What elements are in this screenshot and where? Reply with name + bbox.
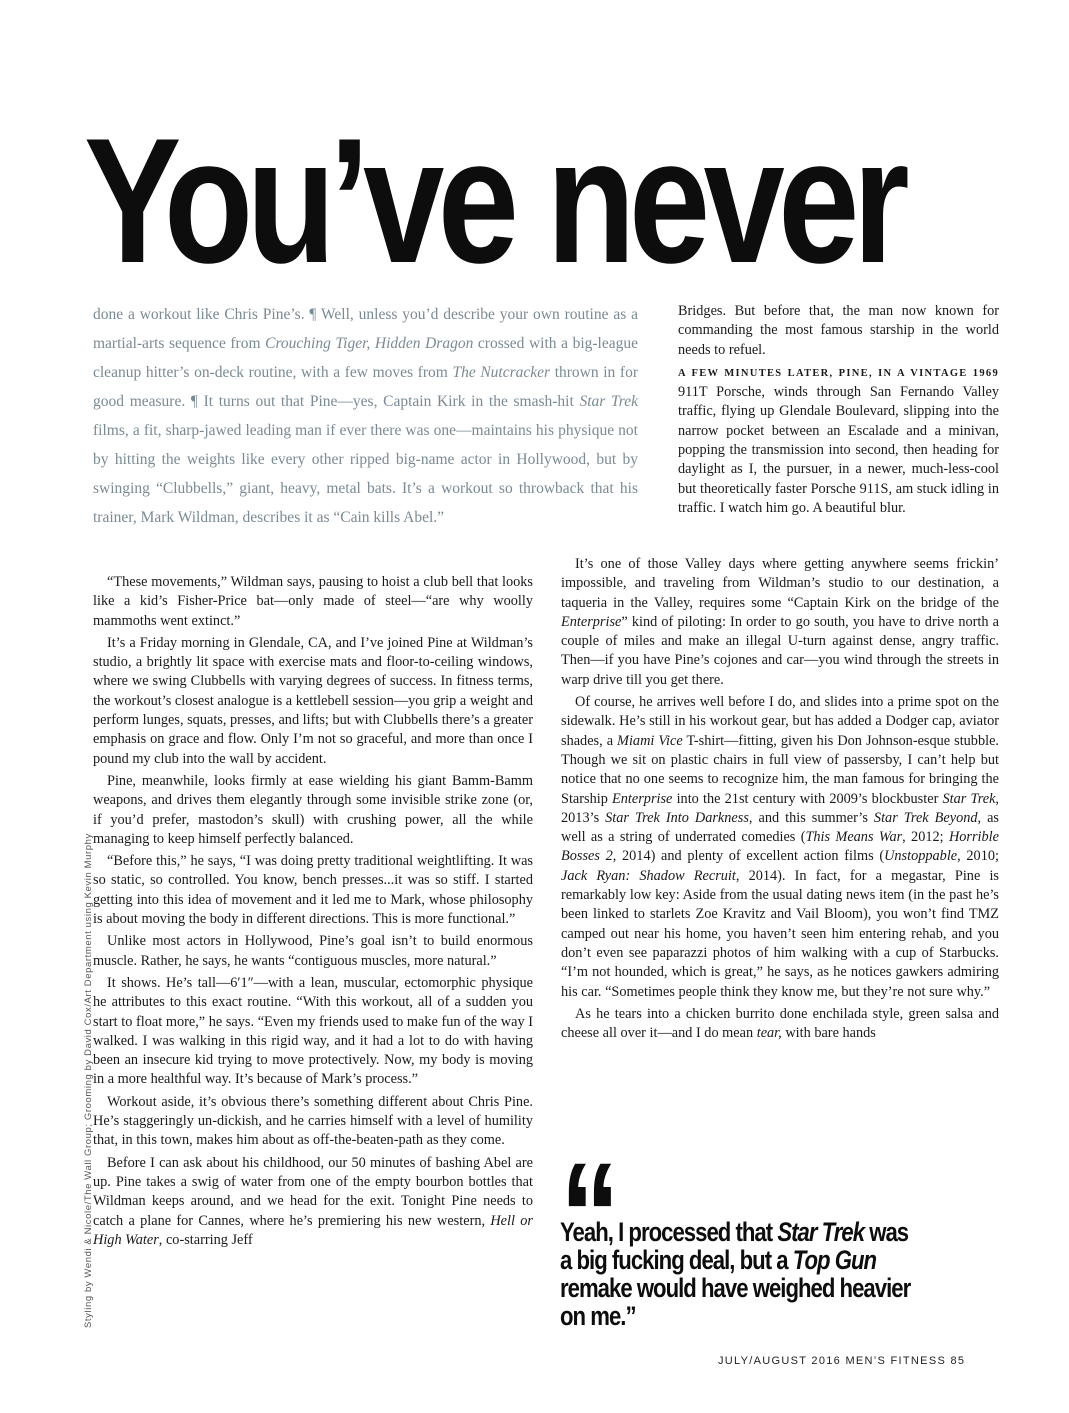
text-run: Unlike most actors in Hollywood, Pine’s goal isn’t to build enormous muscle. Rather, he says, he wants “contiguous muscles, more natural.” <box>93 933 533 969</box>
text-run: , 2010; <box>957 848 999 865</box>
italic-text: Hell or High Water <box>93 1212 533 1248</box>
body-paragraph <box>93 573 533 631</box>
text-run: , and this summer’s <box>748 809 874 826</box>
text-run: remake would have weighed heavier on me.” <box>560 1273 911 1331</box>
text-run: “These movements,” Wildman says, pausing to hoist a club bell that looks like a kid’s Fisher-Price bat—only made of steel—“are why woolly mammoths went extinct.” <box>93 574 533 629</box>
text-run: It’s one of those Valley days where getting anywhere seems frickin’ impossible, and traveling from Wildman’s studio to our destination, a taqueria in the Valley, requires some “Captain Kirk on the bridge of the <box>561 556 999 611</box>
deck-paragraph <box>93 300 638 532</box>
text-run: Bridges. But before that, the man now known for commanding the most famous starship in the world needs to refuel. <box>678 303 999 358</box>
text-run: , co-starring Jeff <box>158 1231 253 1248</box>
italic-text: This Means War <box>805 829 903 846</box>
article-column-left <box>93 573 533 1253</box>
text-run: crossed with a big-league cleanup hitter’s on-deck routine, with a few moves from <box>93 335 638 381</box>
italic-text: The Nutcracker <box>452 364 551 381</box>
text-run: , 2013’s <box>561 790 999 826</box>
italic-text: tear, <box>756 1025 782 1042</box>
italic-text: Crouching Tiger, Hidden Dragon <box>265 335 474 352</box>
text-run: Of course, he arrives well before I do, and slides into a prime spot on the sidewalk. He’s still in his workout gear, but has added a Dodger cap, aviator shades, a <box>561 694 999 749</box>
article-column-right <box>561 555 999 1046</box>
body-paragraph <box>561 1005 999 1044</box>
text-run: films, a fit, sharp-jawed leading man if ever there was one—maintains his physique not by hitting the weights like every other ripped big-name actor in Hollywood, but by swinging “Clubbells,” giant, heavy, metal bats. It’s a workout so throwback that his trainer, Mark Wildman, describes it as “Cain kills Abel.” <box>93 422 638 526</box>
text-run: “Before this,” he says, “I was doing pretty traditional weightlifting. It was so static, so controlled. You know, bench presses...it was so stiff. I started getting into this idea of movement and it led me to Mark, whose philosophy is about moving the body in different directions. This is more functional.” <box>93 853 533 928</box>
text-run: Yeah, I processed that <box>560 1217 778 1247</box>
article-column-right-top <box>678 302 999 521</box>
text-run: , as well as a string of underrated comedies ( <box>561 809 999 846</box>
italic-text: Horrible Bosses 2 <box>561 829 999 865</box>
text-run: As he tears into a chicken burrito done enchilada style, green salsa and cheese all over it—and I do mean <box>561 1005 999 1042</box>
italic-text: Star Trek Beyond <box>873 809 978 826</box>
text-run: It shows. He’s tall—6′1″—with a lean, muscular, ectomorphic physique he attributes to this exact routine. “With this workout, all of a sudden you start to float more,” he says. “Even my friends used to make fun of the way I walked. I was walking in this rigid way, and it had a lot to do with having been an insecure kid trying to move protectively. Now, my body is moving in a more healthful way. It’s because of Mark’s process.” <box>93 974 533 1088</box>
text-run: 911T Porsche, winds through San Fernando Valley traffic, flying up Glendale Boulevard, slipping into the narrow pocket between an Escalade and a minivan, popping the transmission into second, then heading for daylight as I, the pursuer, in a newer, much-less-cool but theoretically faster Porsche 911S, am stuck idling in traffic. I watch him go. A beautiful blur. <box>678 384 999 516</box>
text-run: done a workout like Chris Pine’s. ¶ Well, unless you’d describe your own routine as a martial-arts sequence from <box>93 306 638 352</box>
text-run: Workout aside, it’s obvious there’s something different about Chris Pine. He’s staggeringly un-dickish, and he carries himself with a level of humility that, in this town, makes him about as off-the-beaten-path as they come. <box>93 1093 533 1149</box>
italic-text: Star Trek <box>942 790 996 807</box>
photo-credit: Styling by Wendi & Nicole/The Wall Group; Grooming by David Cox/Art Department using Kevin Murphy <box>83 833 94 1328</box>
body-paragraph <box>93 974 533 1090</box>
text-run: thrown in for good measure. ¶ It turns out that Pine—yes, Captain Kirk in the smash-hit <box>93 364 638 410</box>
text-run: was a big fucking deal, but a <box>560 1217 909 1275</box>
body-paragraph <box>678 363 999 518</box>
body-paragraph <box>93 772 533 849</box>
body-paragraph <box>93 1093 533 1151</box>
italic-text: Star Trek Into Darkness <box>605 809 749 826</box>
deck-intro <box>93 300 638 532</box>
body-paragraph <box>561 693 999 1002</box>
page-folio: JULY/AUGUST 2016 MEN’S FITNESS 85 <box>718 1355 966 1367</box>
text-run: , 2014) and plenty of excellent action films ( <box>612 848 885 865</box>
text-run: with bare hands <box>781 1025 876 1042</box>
body-paragraph <box>93 634 533 769</box>
italic-text: Star Trek <box>579 393 638 410</box>
text-run: , 2014). In fact, for a megastar, Pine is remarkably low key: Aside from the usual dating news item (in the past he’s been linked to starlets Zoe Kravitz and Vail Bloom), you won’t find TMZ camped out near his home, you haven’t seen him entering rehab, and you don’t even see paparazzi photos of him walking with a cup of Starbucks. “I’m not hounded, which is great,” he says, as he notices gawkers admiring his car. “Sometimes people think they know me, but they’re not sure why.” <box>561 867 999 1000</box>
headline: You’ve never <box>84 101 904 300</box>
text-run: , 2012; <box>902 829 949 846</box>
body-paragraph <box>561 555 999 690</box>
section-kicker: A FEW MINUTES LATER, PINE, IN A VINTAGE 1969 <box>678 367 999 379</box>
text-run: into the 21st century with 2009’s blockbuster <box>672 790 943 807</box>
italic-text: Top Gun <box>792 1245 877 1275</box>
body-paragraph <box>93 852 533 929</box>
pull-quote <box>560 1218 921 1330</box>
text-run: T-shirt—fitting, given his Don Johnson-esque stubble. Though we sit on plastic chairs in full view of passersby, I can’t help but notice that no one seems to recognize him, the man famous for bringing the Starship <box>561 732 999 807</box>
italic-text: Star Trek <box>777 1217 865 1247</box>
italic-text: Jack Ryan: Shadow Recruit <box>561 867 736 884</box>
italic-text: Enterprise <box>612 790 673 807</box>
quote-mark-icon: “ <box>560 1131 614 1299</box>
italic-text: Enterprise <box>561 613 622 630</box>
text-run: It’s a Friday morning in Glendale, CA, and I’ve joined Pine at Wildman’s studio, a brightly lit space with exercise mats and floor-to-ceiling windows, where we swing Clubbells with varying degrees of success. In fitness terms, the workout’s closest analogue is a kettlebell session—you grip a weight and perform lunges, squats, presses, and lifts; but with Clubbells there’s a greater emphasis on grace and flow. Only I’m not so graceful, and more than once I pound my club into the wall by accident. <box>93 634 533 767</box>
body-paragraph <box>678 302 999 360</box>
text-run: ” kind of piloting: In order to go south, you have to drive north a couple of miles and make an illegal U-turn against dense, angry traffic. Then—if you have Pine’s cojones and car—you wind through the streets in warp drive till you get there. <box>561 613 999 688</box>
body-paragraph <box>93 932 533 971</box>
italic-text: Unstoppable <box>884 848 958 865</box>
text-run: Before I can ask about his childhood, our 50 minutes of bashing Abel are up. Pine takes a swig of water from one of the empty bourbon bottles that Wildman keeps around, and we head for the exit. Tonight Pine needs to catch a plane for Cannes, where he’s premiering his new western, <box>93 1154 533 1229</box>
body-paragraph <box>93 1154 533 1250</box>
text-run: Pine, meanwhile, looks firmly at ease wielding his giant Bamm-Bamm weapons, and drives them elegantly through some invisible strike zone (or, if you’d prefer, mastodon’s skull) with crushing power, all the while managing to keep himself perfectly balanced. <box>93 772 533 847</box>
italic-text: Miami Vice <box>617 732 683 749</box>
